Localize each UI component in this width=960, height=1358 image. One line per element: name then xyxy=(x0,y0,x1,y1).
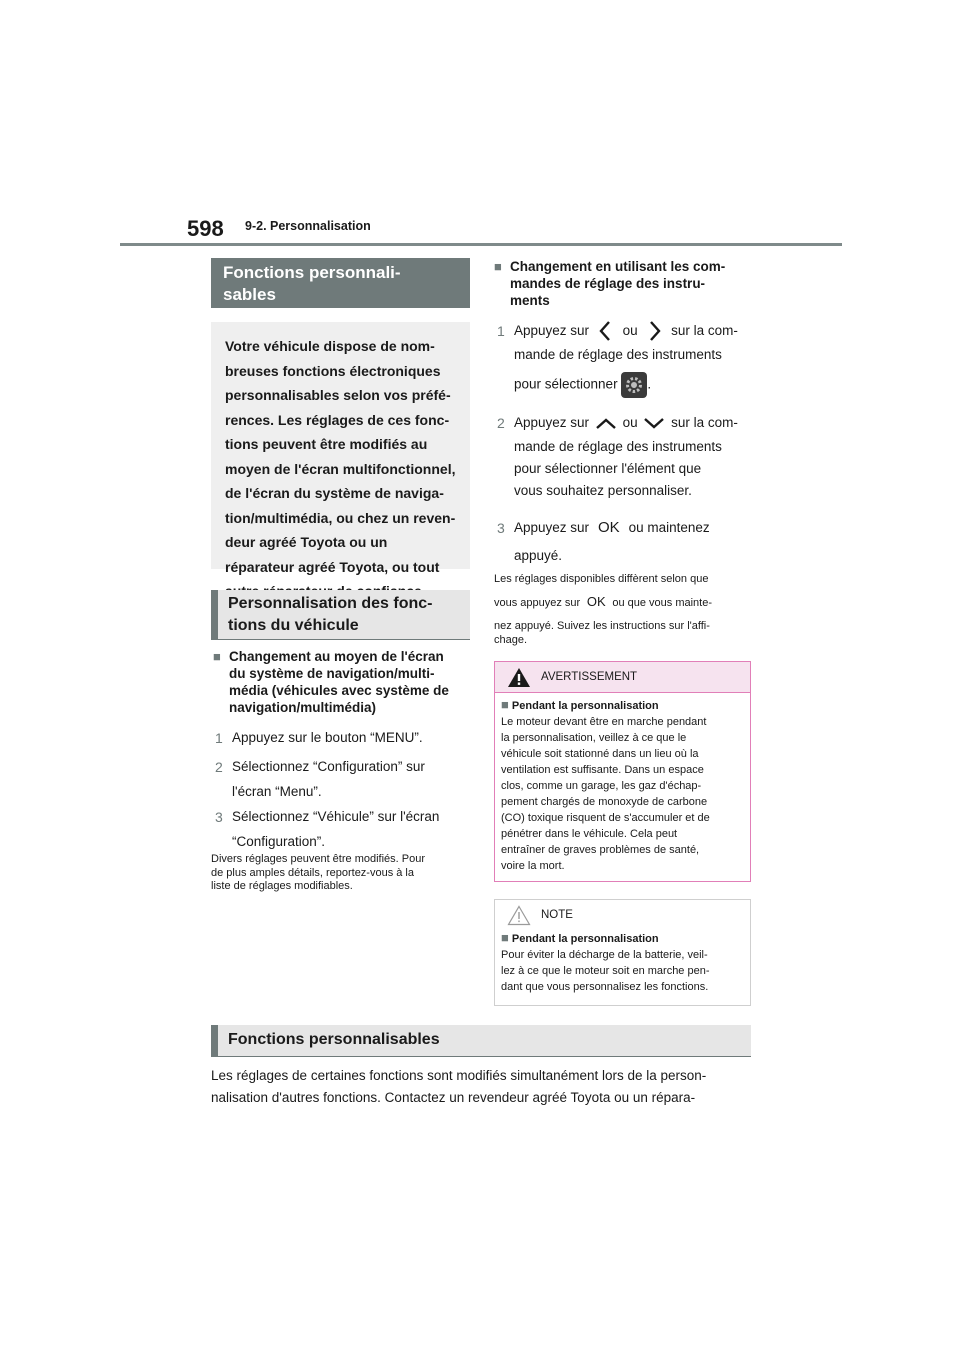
section-title-personnalisation xyxy=(211,590,470,640)
note-text: ou que vous mainte- xyxy=(612,597,713,609)
intro-line: réparateur agréé Toyota, ou tout xyxy=(225,558,440,575)
step-line xyxy=(514,517,759,539)
step-number: 1 xyxy=(215,730,223,746)
step-line: pour sélectionner l'élément que xyxy=(514,461,702,476)
intro-line: moyen de l'écran multifonctionnel, xyxy=(225,460,456,477)
note-box xyxy=(494,899,751,1006)
step-number: 3 xyxy=(497,520,505,536)
chevron-left-icon xyxy=(593,320,619,342)
step-number: 3 xyxy=(215,809,223,825)
sub-heading-line: média (véhicules avec système de xyxy=(229,683,449,698)
chevron-down-icon xyxy=(641,415,667,431)
step-text: ou xyxy=(622,415,638,430)
gear-icon xyxy=(621,372,647,398)
step-text: ou xyxy=(622,323,638,338)
note-line xyxy=(494,595,756,610)
step-line xyxy=(514,412,759,434)
sub-heading-line: ments xyxy=(510,293,550,308)
sub-heading-line: Changement en utilisant les com- xyxy=(510,259,726,274)
step-line: Sélectionnez “Véhicule” sur l'écran xyxy=(232,809,440,824)
header-rule xyxy=(120,243,842,246)
step-text: Appuyez sur xyxy=(514,323,590,338)
step-2-left xyxy=(215,756,472,803)
caution-triangle-icon xyxy=(507,905,531,926)
right-note xyxy=(494,572,756,647)
step-2-right xyxy=(497,412,759,502)
square-bullet-icon: ■ xyxy=(494,259,502,274)
section-title-line: tions du véhicule xyxy=(228,617,359,634)
note-line: de plus amples détails, reportez-vous à la xyxy=(211,866,414,879)
step-line: Appuyez sur le bouton “MENU”. xyxy=(232,730,423,745)
note-line: Divers réglages peuvent être modifiés. Pour xyxy=(211,853,425,865)
step-line xyxy=(514,372,759,398)
intro-line: Votre véhicule dispose de nom- xyxy=(225,338,435,354)
step-line: appuyé. xyxy=(514,548,563,563)
sub-heading-line: du système de navigation/multi- xyxy=(229,666,435,681)
note-line: nez appuyé. Suivez les instructions sur l'affi- xyxy=(494,620,710,632)
intro-line: breuses fonctions électroniques xyxy=(225,362,441,379)
step-text: Appuyez sur xyxy=(514,520,590,535)
warning-line: (CO) toxique risquent de s'accumuler et de xyxy=(501,812,710,824)
warning-line: véhicule soit stationné dans un lieu où la xyxy=(501,748,699,760)
warning-line: entraîner de graves problèmes de santé, xyxy=(501,844,700,856)
chapter-title: 9-2. Personnalisation xyxy=(245,219,371,233)
warning-title: AVERTISSEMENT xyxy=(541,671,638,683)
step-text: pour sélectionner xyxy=(514,377,618,392)
step-line: mande de réglage des instruments xyxy=(514,347,722,363)
warning-body xyxy=(495,693,750,878)
intro-line: de l'écran du système de naviga- xyxy=(225,485,444,501)
section-title-line: sables xyxy=(223,285,276,304)
step-text: sur la com- xyxy=(671,323,738,338)
step-3-right xyxy=(497,517,759,567)
note-title: NOTE xyxy=(541,909,573,921)
step-1-left xyxy=(215,727,472,749)
left-note xyxy=(211,853,471,894)
warning-line: pénétrer dans le véhicule. Cela peut xyxy=(501,828,678,840)
section-title-line: Fonctions personnali- xyxy=(223,263,401,282)
chevron-up-icon xyxy=(593,415,619,431)
sub-heading-navigation xyxy=(213,648,474,716)
section-title-fonctions xyxy=(211,258,470,308)
warning-heading xyxy=(501,697,744,714)
sub-heading-line: navigation/multimédia) xyxy=(229,700,377,715)
warning-heading-text: Pendant la personnalisation xyxy=(511,700,659,712)
square-bullet-icon: ■ xyxy=(501,697,509,712)
square-bullet-icon: ■ xyxy=(213,649,221,664)
step-line: vous souhaitez personnaliser. xyxy=(514,483,692,498)
page-number: 598 xyxy=(187,216,224,241)
note-header xyxy=(495,900,750,930)
note-line: Les réglages disponibles diffèrent selon que xyxy=(494,573,709,585)
sub-heading-line: mandes de réglage des instru- xyxy=(510,276,706,291)
warning-triangle-icon xyxy=(507,667,531,688)
step-number: 2 xyxy=(215,759,223,775)
warning-line: la personnalisation, veillez à ce que le xyxy=(501,732,687,744)
sub-heading-instruments xyxy=(494,258,755,309)
warning-line: ventilation est suffisante. Dans un espace xyxy=(501,764,704,776)
step-1-right xyxy=(497,320,759,398)
note-line: dant que vous personnalisez les fonctions. xyxy=(501,981,709,993)
warning-line: voire la mort. xyxy=(501,860,565,872)
warning-header xyxy=(495,662,750,693)
section-title-fonctions-personnalisables xyxy=(211,1025,751,1057)
bottom-paragraph xyxy=(211,1065,756,1109)
section-title-line: Fonctions personnalisables xyxy=(228,1031,440,1048)
step-text: Appuyez sur xyxy=(514,415,590,430)
step-line: Sélectionnez “Configuration” sur xyxy=(232,759,425,774)
paragraph-line: Les réglages de certaines fonctions sont modifiés simultanément lors de la person- xyxy=(211,1068,707,1083)
warning-line: pement chargés de monoxyde de carbone xyxy=(501,796,708,808)
step-line: “Configuration”. xyxy=(232,834,326,849)
step-3-left xyxy=(215,806,472,853)
sub-heading-line: Changement au moyen de l'écran xyxy=(229,649,444,664)
note-heading xyxy=(501,930,744,947)
intro-line: deur agréé Toyota ou un xyxy=(225,534,388,550)
note-text: vous appuyez sur xyxy=(494,597,581,609)
note-body xyxy=(495,930,750,999)
warning-box xyxy=(494,661,751,882)
note-line: chage. xyxy=(494,634,528,646)
note-line: lez à ce que le moteur soit en marche pen- xyxy=(501,965,710,977)
intro-line: tion/multimédia, ou chez un reven- xyxy=(225,509,456,526)
square-bullet-icon: ■ xyxy=(501,930,509,945)
intro-line: personnalisables selon vos préfé- xyxy=(225,387,451,403)
intro-line: tions peuvent être modifiés au xyxy=(225,436,428,452)
step-line: l'écran “Menu”. xyxy=(232,784,322,799)
step-line: mande de réglage des instruments xyxy=(514,439,722,454)
step-number: 2 xyxy=(497,415,505,431)
note-line: liste de réglages modifiables. xyxy=(211,880,353,892)
ok-button-icon: OK xyxy=(597,519,620,536)
step-text: sur la com- xyxy=(671,415,738,430)
note-line: Pour éviter la décharge de la batterie, veil- xyxy=(501,949,708,961)
step-line xyxy=(514,320,759,342)
step-text: ou maintenez xyxy=(628,520,710,535)
note-heading-text: Pendant la personnalisation xyxy=(511,933,659,945)
ok-button-icon: OK xyxy=(586,594,606,609)
step-text: . xyxy=(647,377,652,392)
step-number: 1 xyxy=(497,323,505,339)
warning-line: clos, comme un garage, les gaz d'échap- xyxy=(501,780,702,792)
intro-box xyxy=(211,322,470,575)
paragraph-line: nalisation d'autres fonctions. Contactez un revendeur agréé Toyota ou un répara- xyxy=(211,1090,696,1105)
warning-line: Le moteur devant être en marche pendant xyxy=(501,716,707,728)
section-title-line: Personnalisation des fonc- xyxy=(228,595,433,612)
intro-line: rences. Les réglages de ces fonc- xyxy=(225,411,450,428)
chevron-right-icon xyxy=(641,320,667,342)
